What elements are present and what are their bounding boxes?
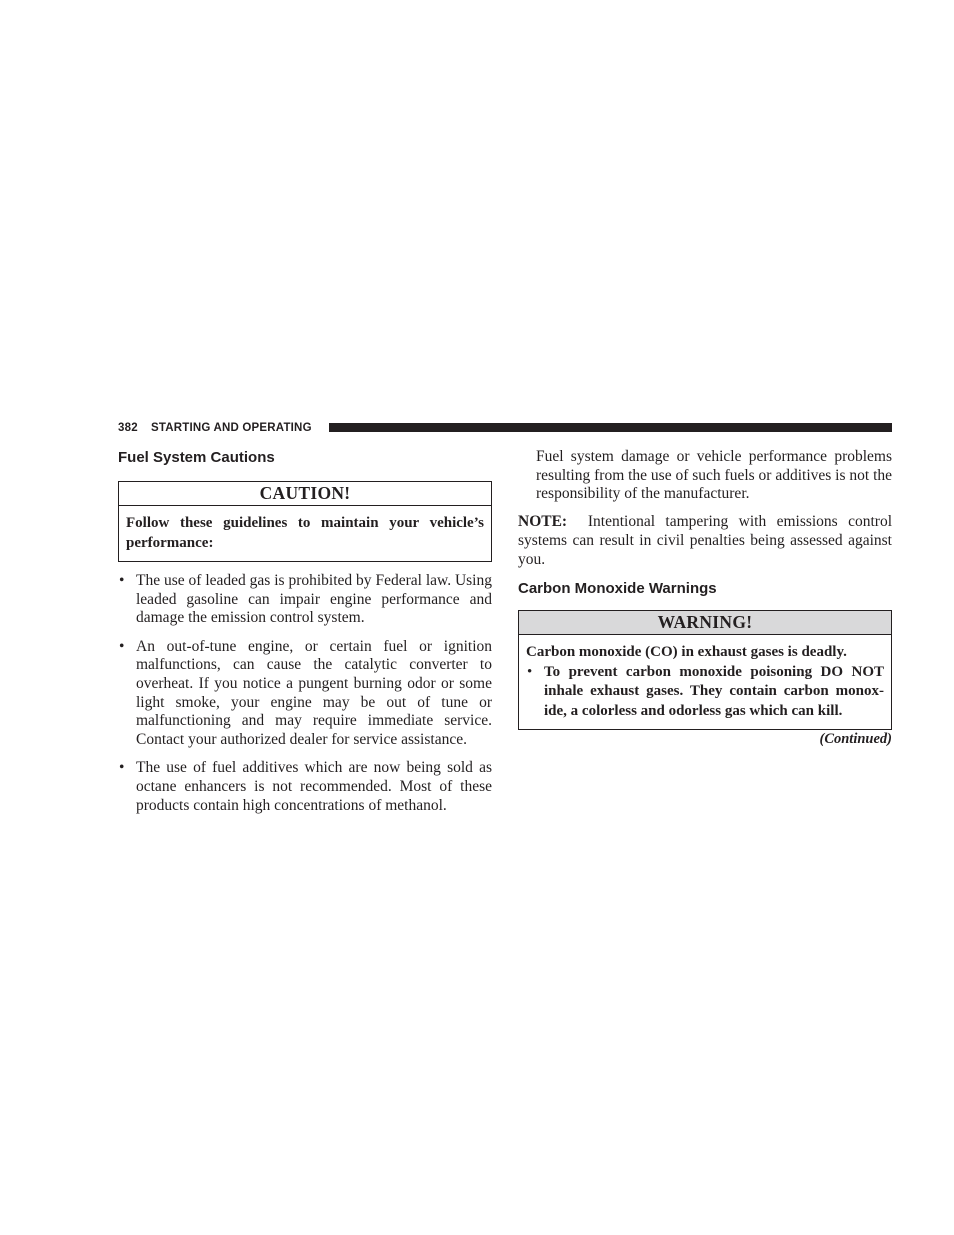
left-column bbox=[118, 448, 492, 825]
right-column bbox=[518, 448, 892, 748]
bullet-icon: • bbox=[119, 637, 125, 655]
header-rule bbox=[329, 423, 892, 432]
warning-bullet-text: To prevent carbon monoxide poisoning DO NOT inhale exhaust gases. They contain carbon monox-ide, a colorless and odorless gas which can kill. bbox=[544, 663, 884, 719]
continued-label: (Continued) bbox=[819, 731, 892, 748]
warning-title: WARNING! bbox=[519, 611, 891, 635]
warning-bullet bbox=[526, 663, 884, 722]
list-item-text: An out-of-tune engine, or certain fuel or ignition malfunctions, can cause the catalytic converter to overheat. If you notice a pungent burning odor or some light smoke, your engine may be out of tune or malfunctioning and may require immediate service. Contact your authorized dealer for service assistance. bbox=[136, 637, 492, 749]
note-text: Intentional tampering with emissions control systems can result in civil penalties being assessed against you. bbox=[518, 513, 893, 568]
warning-body bbox=[519, 635, 891, 729]
caution-body: Follow these guidelines to maintain your vehicle’s performance: bbox=[126, 515, 484, 551]
warning-box bbox=[518, 610, 892, 730]
note-paragraph bbox=[518, 513, 892, 569]
bullet-icon: • bbox=[119, 572, 125, 589]
caution-box bbox=[118, 481, 492, 562]
section-title: STARTING AND OPERATING bbox=[151, 422, 312, 434]
page-header bbox=[118, 420, 892, 436]
note-label: NOTE: bbox=[518, 513, 568, 531]
warning-lead: Carbon monoxide (CO) in exhaust gases is deadly. bbox=[526, 644, 847, 661]
list-item-text: The use of leaded gas is prohibited by Federal law. Using leaded gasoline can impair engine performance and damage the emission control system. bbox=[136, 572, 492, 627]
page-number: 382 bbox=[118, 422, 138, 434]
bullet-icon: • bbox=[119, 759, 125, 777]
continuation-paragraph: Fuel system damage or vehicle performance problems resulting from the use of such fuels or additives is not the responsibility of the manufacturer. bbox=[536, 448, 893, 503]
list-item-text: The use of fuel additives which are now being sold as octane enhancers is not recommended. Most of these products contain high concentrations of methanol. bbox=[136, 759, 492, 814]
carbon-monoxide-heading: Carbon Monoxide Warnings bbox=[518, 580, 717, 598]
fuel-caution-list bbox=[118, 572, 492, 815]
bullet-icon: • bbox=[527, 663, 533, 680]
list-item bbox=[118, 759, 492, 815]
fuel-system-cautions-heading: Fuel System Cautions bbox=[118, 449, 275, 466]
caution-title: CAUTION! bbox=[119, 482, 491, 506]
list-item bbox=[118, 572, 492, 628]
list-item bbox=[118, 638, 492, 750]
